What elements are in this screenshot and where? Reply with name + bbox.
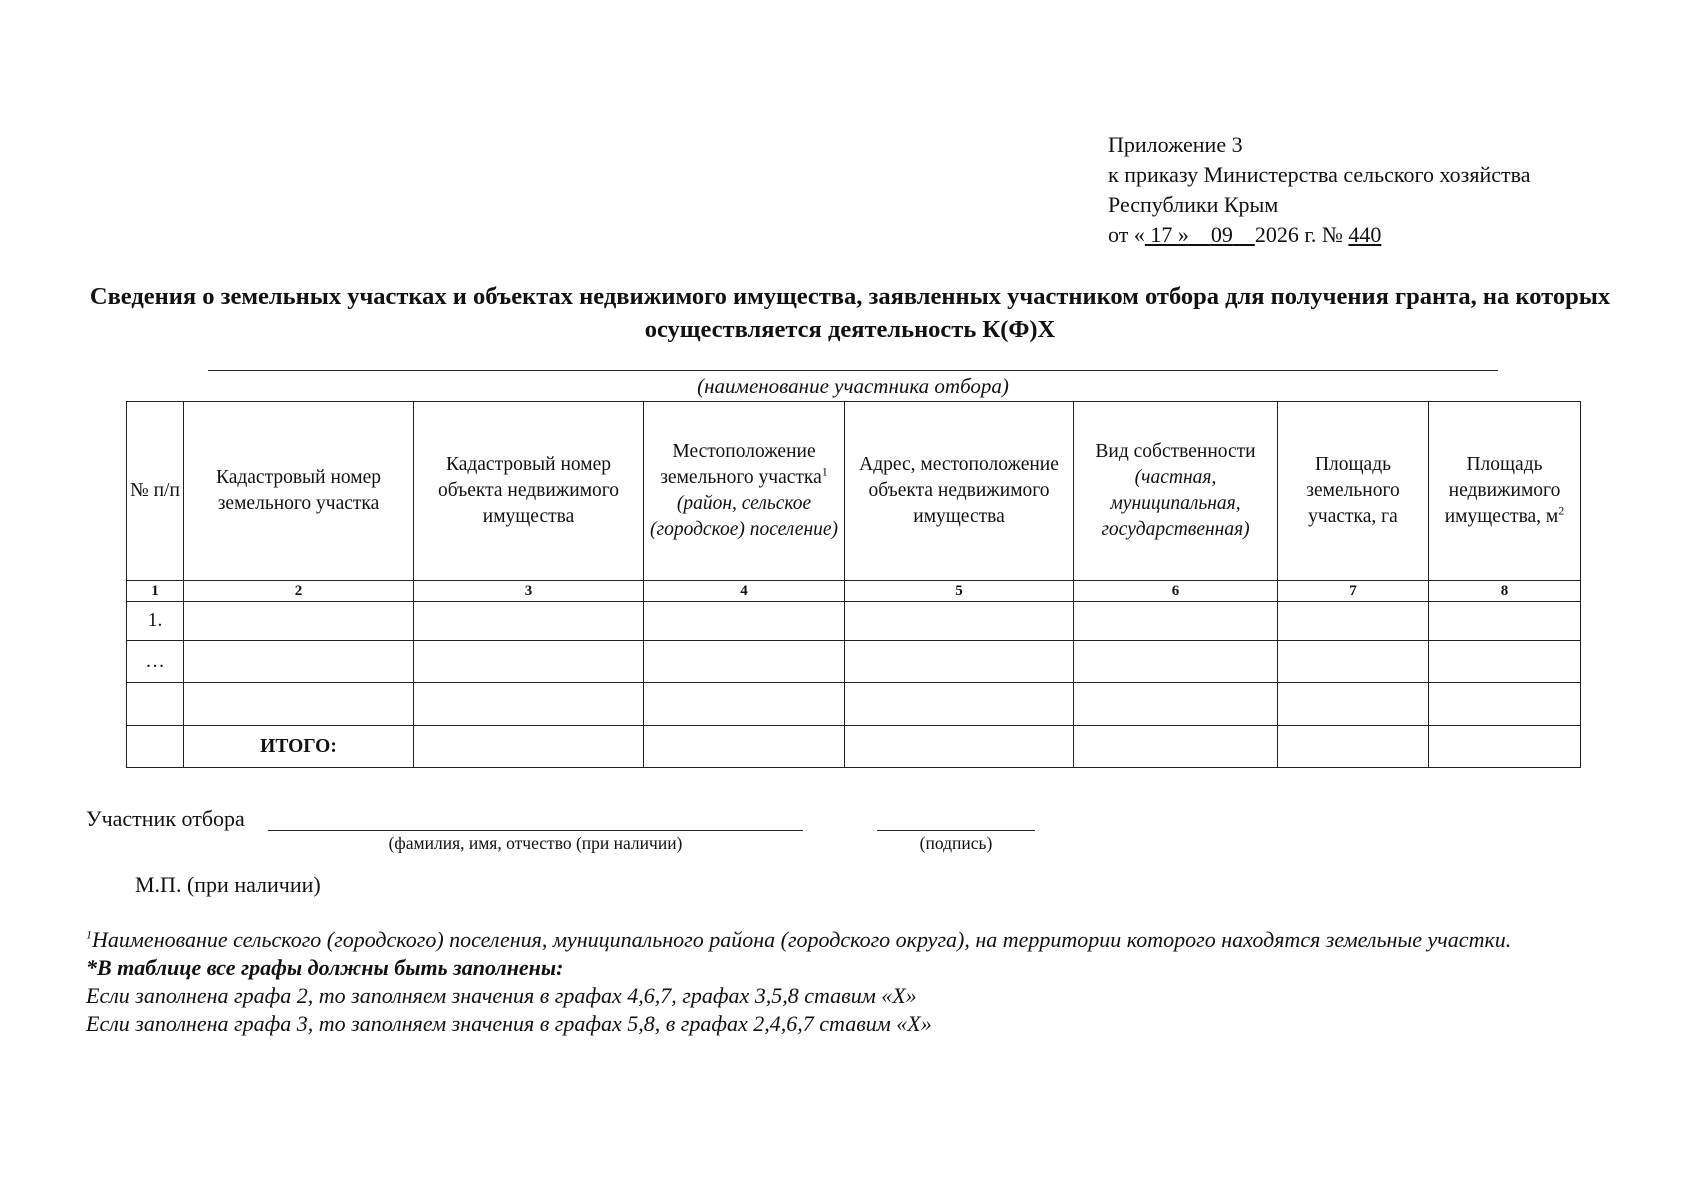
table-cell[interactable]	[414, 726, 644, 768]
header-number: № п/п	[127, 402, 184, 581]
table-header-row	[127, 402, 1581, 581]
appendix-header	[1108, 130, 1530, 250]
column-number: 3	[414, 581, 644, 602]
table-row	[127, 602, 1581, 641]
table-cell[interactable]	[644, 602, 845, 641]
date-day-close: »	[1177, 222, 1189, 247]
table-cell[interactable]	[644, 683, 845, 726]
header-ownership	[1074, 402, 1278, 581]
participant-name-line	[208, 370, 1498, 371]
appendix-line-1: Приложение 3	[1108, 132, 1243, 157]
table-row	[127, 683, 1581, 726]
header-land-area: Площадь земельного участка, га	[1278, 402, 1429, 581]
header-ownership-main: Вид собственности	[1095, 441, 1256, 462]
land-plots-table	[126, 401, 1581, 768]
participant-name-caption: (наименование участника отбора)	[697, 374, 1009, 398]
table-cell[interactable]	[184, 683, 414, 726]
table-cell[interactable]	[414, 683, 644, 726]
header-location	[644, 402, 845, 581]
header-address: Адрес, местоположение объекта недвижимого имущества	[845, 402, 1074, 581]
table-cell[interactable]	[845, 641, 1074, 683]
column-number: 4	[644, 581, 845, 602]
table-cell[interactable]	[184, 602, 414, 641]
table-cell	[127, 726, 184, 768]
table-cell[interactable]	[1429, 683, 1581, 726]
rule-2: Если заполнена графа 3, то заполняем значения в графах 5,8, в графах 2,4,6,7 ставим «Х»	[86, 1011, 932, 1036]
appendix-line-3: Республики Крым	[1108, 192, 1279, 217]
total-row	[127, 726, 1581, 768]
header-location-note: (район, сельское (городское) поселение)	[649, 493, 839, 540]
footnote	[86, 926, 1606, 954]
order-number: 440	[1348, 222, 1382, 247]
column-number: 6	[1074, 581, 1278, 602]
table-cell[interactable]	[1074, 602, 1278, 641]
header-land-cadastral: Кадастровый номер земельного участка	[184, 402, 414, 581]
row-number	[127, 683, 184, 726]
table-cell[interactable]	[1074, 726, 1278, 768]
row-number: 1.	[127, 602, 184, 641]
table-cell[interactable]	[845, 726, 1074, 768]
header-property-area-sup: 2	[1558, 503, 1565, 518]
table-cell[interactable]	[1074, 641, 1278, 683]
column-number: 1	[127, 581, 184, 602]
table-cell[interactable]	[1278, 641, 1429, 683]
header-location-footnote-mark: 1	[821, 464, 828, 479]
signature-label: Участник отбора	[86, 806, 245, 831]
document-title: Сведения о земельных участках и объектах недвижимого имущества, заявленных участником отбора для получения гранта, на которых осуществляется деятельность К(Ф)Х	[89, 283, 1611, 343]
footnote-text: Наименование сельского (городского) поселения, муниципального района (городского округа), на территории которого находятся земельные участки.	[92, 927, 1512, 952]
table-cell[interactable]	[414, 602, 644, 641]
header-property-area	[1429, 402, 1581, 581]
table-cell[interactable]	[1278, 683, 1429, 726]
notes-block	[86, 926, 1606, 1038]
table-cell[interactable]	[644, 641, 845, 683]
table-cell[interactable]	[644, 726, 845, 768]
table-cell[interactable]	[184, 641, 414, 683]
date-prefix: от «	[1108, 222, 1145, 247]
date-month-pad-right	[1233, 222, 1255, 247]
appendix-date-line	[1108, 220, 1530, 250]
total-label: ИТОГО:	[184, 726, 414, 768]
table-cell[interactable]	[1278, 602, 1429, 641]
table-cell[interactable]	[845, 683, 1074, 726]
participant-fullname-line[interactable]	[268, 830, 803, 831]
column-number-row	[127, 581, 1581, 602]
header-location-main: Местоположение земельного участка	[660, 441, 822, 488]
date-month: 09	[1210, 222, 1233, 247]
table-row	[127, 641, 1581, 683]
column-number: 5	[845, 581, 1074, 602]
date-day: 17	[1144, 222, 1178, 247]
table-cell[interactable]	[1429, 602, 1581, 641]
date-month-pad-left	[1189, 222, 1211, 247]
signature-caption: (подпись)	[919, 833, 993, 853]
table-cell[interactable]	[414, 641, 644, 683]
header-property-cadastral: Кадастровый номер объекта недвижимого имущества	[414, 402, 644, 581]
date-year: 2026 г. №	[1254, 222, 1349, 247]
header-ownership-note: (частная, муниципальная, государственная)	[1101, 467, 1250, 540]
table-cell[interactable]	[845, 602, 1074, 641]
fullname-caption: (фамилия, имя, отчество (при наличии)	[388, 833, 683, 853]
stamp-place: М.П. (при наличии)	[135, 872, 321, 897]
appendix-line-2: к приказу Министерства сельского хозяйства	[1108, 162, 1531, 187]
column-number: 7	[1278, 581, 1429, 602]
header-property-area-main: Площадь недвижимого имущества, м	[1444, 454, 1561, 527]
signature-line[interactable]	[877, 830, 1035, 831]
table-cell[interactable]	[1278, 726, 1429, 768]
table-cell[interactable]	[1429, 726, 1581, 768]
column-number: 2	[184, 581, 414, 602]
rule-1: Если заполнена графа 2, то заполняем значения в графах 4,6,7, графах 3,5,8 ставим «Х»	[86, 983, 917, 1008]
table-cell[interactable]	[1429, 641, 1581, 683]
column-number: 8	[1429, 581, 1581, 602]
rule-heading: *В таблице все графы должны быть заполнены:	[86, 955, 564, 980]
footnote-mark: 1	[86, 927, 92, 942]
table-cell[interactable]	[1074, 683, 1278, 726]
row-number: …	[127, 641, 184, 683]
